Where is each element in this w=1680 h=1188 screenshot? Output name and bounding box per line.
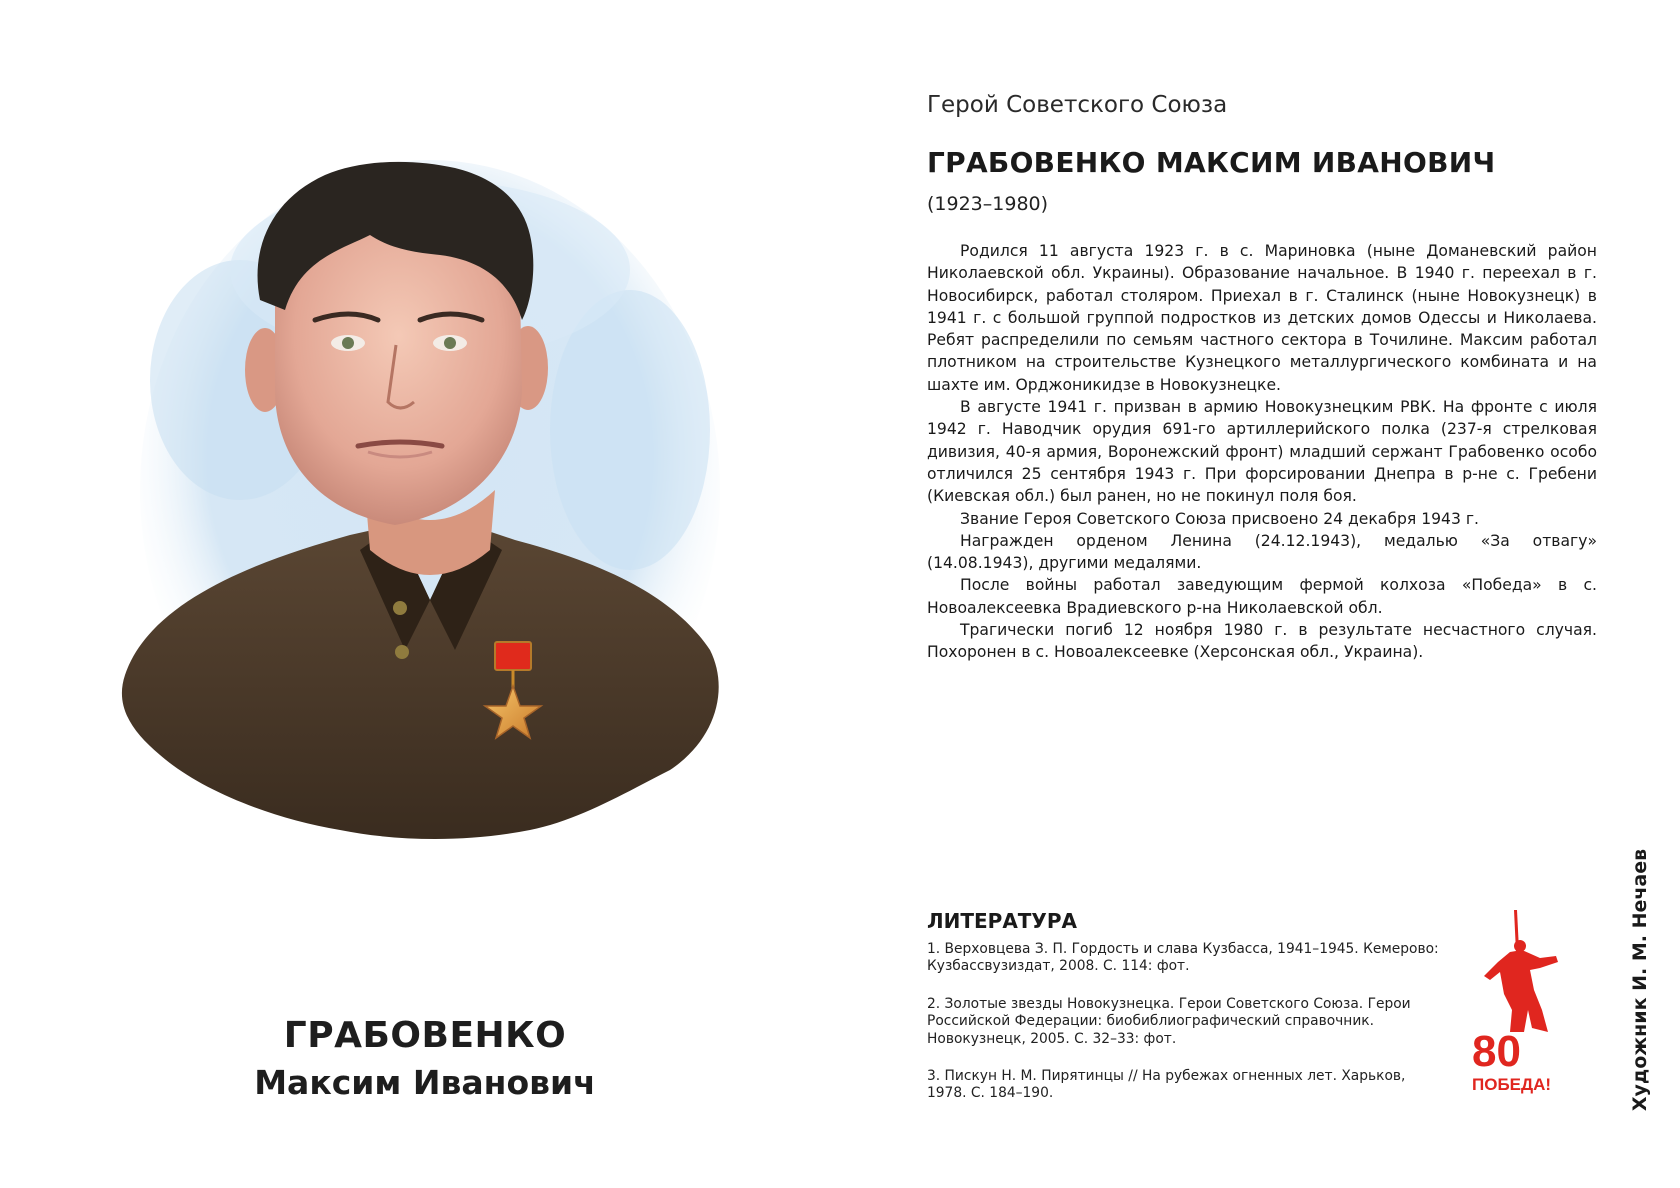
motherland-statue-icon [1484,910,1558,1032]
jacket-button [395,645,409,659]
jacket-button [393,601,407,615]
caption-surname: ГРАБОВЕНКО [283,1015,567,1056]
artist-credit: Художник И. М. Нечаев [1629,848,1651,1112]
literature-item: 3. Пискун Н. М. Пирятинцы // На рубежах огненных лет. Харьков, 1978. С. 184–190. [927,1068,1406,1102]
literature-list [927,941,1442,1123]
biography-paragraph: Трагически погиб 12 ноября 1980 г. в результате несчастного случая. Похоронен в с. Новоалексеевке (Херсонская обл., Украина). [927,621,1597,662]
caption-given-names: Максим Иванович [254,1063,596,1102]
logo-word: ПОБЕДА! [1472,1075,1552,1094]
biography-paragraph: Награжден орденом Ленина (24.12.1943), медалью «За отвагу» (14.08.1943), другими медалями. [927,531,1597,573]
literature-item: 2. Золотые звезды Новокузнецка. Герои Советского Союза. Герои Российской Федерации: биобиблиографический справочник. Новокузнецк, 2005. С. 32–33: фот. [927,995,1411,1047]
biography-paragraph: В августе 1941 г. призван в армию Новокузнецким РВК. На фронте с июля 1942 г. Наводчик орудия 691-го артиллерийского полка (237-я стрелковая дивизия, 40-я армия, Воронежский фронт) младший сержант Грабовенко особо отличился 25 сентября 1943 г. При форсировании Днепра в р-не с. Гребени (Киевская обл.) был ранен, но не покинул поля боя. [927,398,1597,506]
page-title: ГРАБОВЕНКО МАКСИМ ИВАНОВИЧ [927,146,1496,179]
biography-paragraph: После войны работал заведующим фермой колхоза «Победа» в с. Новоалексеевка Врадиевского р-на Николаевской обл. [927,576,1597,617]
logo-number: 80 [1472,1027,1521,1076]
biography [927,240,1597,664]
biography-paragraph: Звание Героя Советского Союза присвоено 24 декабря 1943 г. [960,509,1479,528]
victory-80-logo [1470,910,1562,1095]
literature-heading: ЛИТЕРАТУРА [927,909,1077,933]
portrait-illustration [110,130,750,920]
life-years: (1923–1980) [927,193,1049,215]
literature-item: 1. Верховцева З. П. Гордость и слава Кузбасса, 1941–1945. Кемерово: Кузбассвузиздат, 2008. С. 114: фот. [927,941,1439,975]
biography-paragraph: Родился 11 августа 1923 г. в с. Мариновка (ныне Доманевский район Николаевской обл. Украины). Образование начальное. В 1940 г. переехал в г. Новосибирск, работал столяром. Приехал в г. Сталинск (ныне Новокузнецк) в 1941 г. с большой группой подростков из детских домов Одессы и Николаева. Ребят распределили по семьям частного сектора в Точилине. Максим работал плотником на строительстве Кузнецкого металлургического комбината и на шахте им. Орджоникидзе в Новокузнецке. [927,242,1597,394]
page-subtitle: Герой Советского Союза [927,92,1228,118]
